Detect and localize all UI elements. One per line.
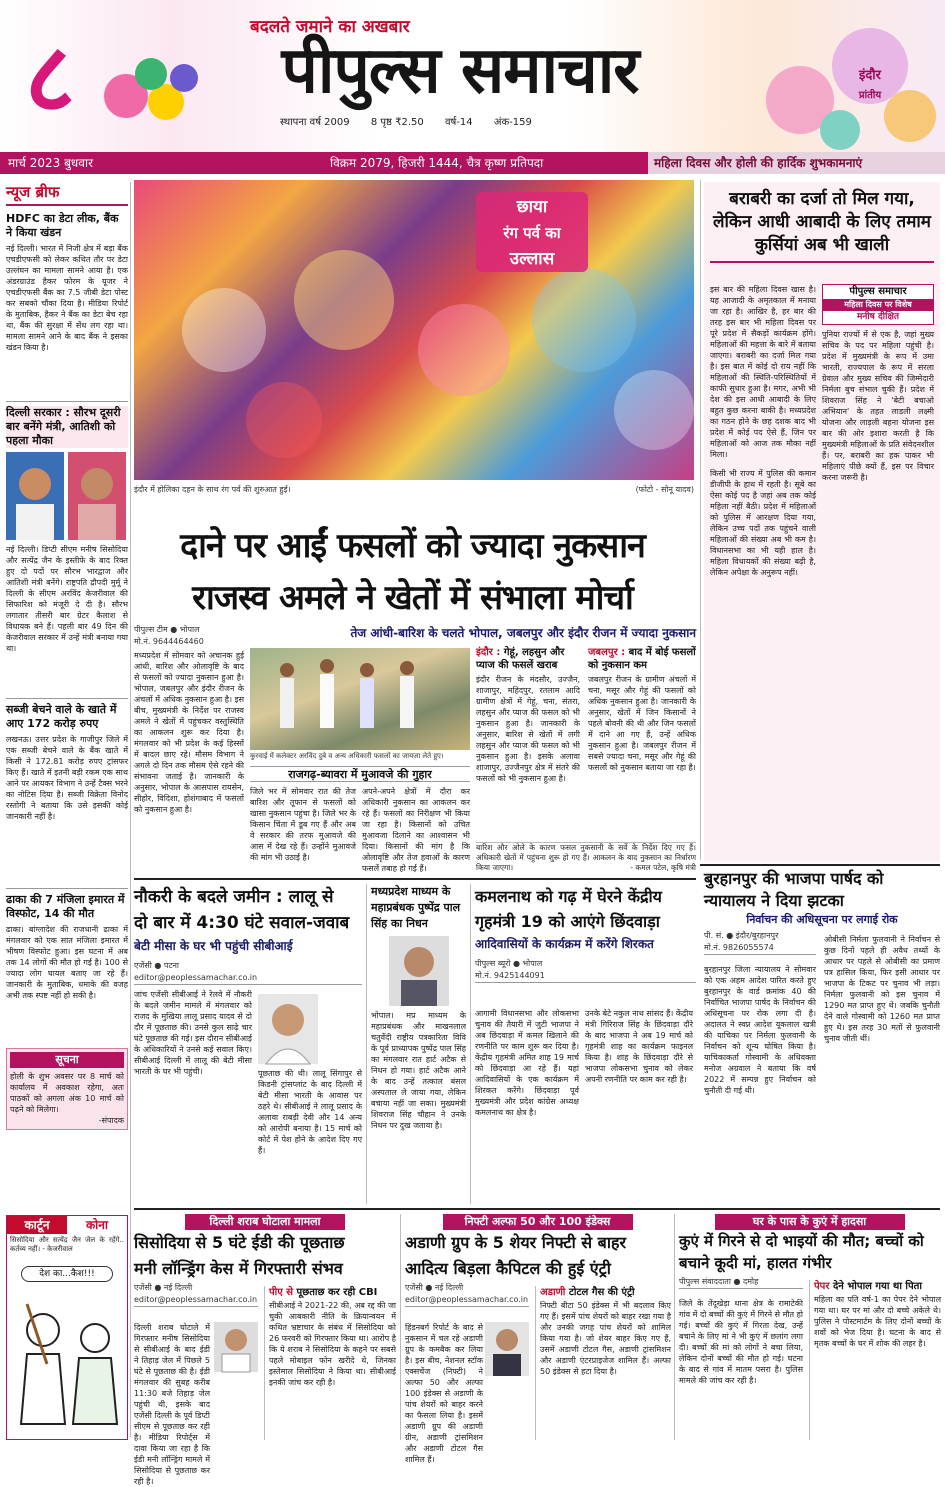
notice-sign: -संपादक <box>98 1116 124 1125</box>
side-headline: राजगढ़-ब्यावरा में मुआवजे की गुहार <box>250 766 470 782</box>
lead-byline-box <box>134 624 234 650</box>
divider <box>700 864 940 866</box>
editorial-body-3: पुनिया राज्यों में से एक है, जहां मुख्य सचिव के पद पर महिला पहुंची है। प्रदेश में मुख्यमंत्री के रूप में उमा भारती, राज्यपाल के रूप में सरला ग्रेवाल और मुख्य सचिव की जिम्मेदारी निर्मला बुच संभाल चुकी हैं। प्रदेश में शिवराज सिंह ने 'बेटी बचाओ अभियान' के तहत लाडली लक्ष्मी योजना और लाड़ली बहना योजना इस बार की ओर इशारा करती है कि मुख्यमंत्री महिलाओं के प्रति संवेदनशील हैं। पर, बराबरी का हक पाकर भी महिलाएं पीछे क्यों हैं, इस पर विचार करना जरूरी है। <box>822 330 934 482</box>
lalu-body: जांच एजेंसी सीबीआई ने रेलवे में नौकरी के बदले जमीन मामले में मंगलवार को राजद के मुखिया लालू प्रसाद यादव से दो दौर में पूछताछ की। उनसे कुल साढ़े चार घंटे पूछताछ की गई। इस दौरान सीबीआई के अधिकारियों ने उनसे कई सवाल किए। सीबीआई दिल्ली में लालू की बेटी मीसा भारती के घर भी पहुंची। <box>134 990 252 1076</box>
year-label: वर्ष-14 <box>444 117 473 128</box>
lead-byline: पीपुल्स टीम ● भोपाल <box>134 625 200 634</box>
obit-body: भोपाल। मप्र माध्यम के महाप्रबंधक और माखनलाल चतुर्वेदी राष्ट्रीय पत्रकारिता विवि के पूर्व प्राध्यापक पुष्पेंद्र पाल सिंह का मंगलवार रात हार्ट अटैक से निधन हो गया। हार्ट अटैक आने के बाद उन्हें तत्काल बंसल अस्पताल ले जाया गया, लेकिन बचाया नहीं जा सका। मुख्यमंत्री शिवराज सिंह चौहान ने उनके निधन पर दुख जताया है। <box>371 1011 466 1130</box>
well-side-body: महिला का पति वर्ष-1 का पेपर देने भोपाल गया था। घर पर मां और दो बच्चे अकेले थे। पुलिस ने पोस्टमार्टम के लिए दोनों बच्चों के शवों को भेज दिया है। घटना के बाद से मृतक बच्चों के घर में शोक की लहर है। <box>814 1295 941 1348</box>
editorial-author: मनीष दीक्षित <box>856 312 900 322</box>
indore-kicker: इंदौर : <box>476 647 501 658</box>
burhanpur-mobile: मो.नं. 9826055574 <box>704 942 816 955</box>
crop-inspection-photo <box>250 648 470 750</box>
jabalpur-body: जबलपुर रीजन के ग्रामीण अंचलों में चना, मसूर और गेहूं की फसलों को अधिक नुकसान हुआ है। जानकारी के अनुसार, खेतों में जिन किसानों ने पहले बोवनी की थी और जिन फसलों में दाने आ गए हैं, उन्हें अधिक नुकसान हुआ है। जबलपुर रीजन में सबसे ज्यादा चना, मसूर और गेहूं की फसलों को नुकसान बताया जा रहा है। <box>588 675 696 772</box>
burhanpur-body: बुरहानपुर जिला न्यायालय ने सोमवार को एक अहम आदेश पारित करते हुए बुरहानपुर के वार्ड क्रमांक 40 की निर्वाचित भाजपा पार्षद के निर्वाचन की अधिसूचना पर रोक लगा दी है। अदालत ने स्वप्न आदेश यूकलाल खत्री की याचिका पर निर्मला फुलवानी के निर्वाचन को शून्य घोषित किया है। याचिकाकर्ता गोस्वामी के अधिवक्ता मनोज अग्रवाल ने बताया कि वर्ष 2022 में सम्पन्न हुए निर्वाचन को चुनौती दी गई थी। <box>704 965 816 1095</box>
sisodia-side-head: पूछताछ कर रही CBI <box>296 1287 378 1298</box>
well-story <box>674 1214 940 1440</box>
jabalpur-head: बाद में बोई फसलों को नुकसान कम <box>588 647 696 671</box>
kamalnath-body: आगामी विधानसभा और लोकसभा चुनाव की तैयारी में जुटी भाजपा ने अब छिंदवाड़ा में कमल खिलाने की रणनीति पर काम शुरू कर दिया है। केंद्रीय गृहमंत्री अमित शाह 19 मार्च को छिंदवाड़ा आ रहे हैं। यहां आदिवासियों के एक कार्यक्रम में शिरकत करेंगे। छिंदवाड़ा पूर्व मुख्यमंत्री और प्रदेश कांग्रेस अध्यक्ष कमलनाथ का क्षेत्र है। <box>475 1009 579 1117</box>
cartoon-drawing <box>7 1284 127 1434</box>
burhanpur-subhead: निर्वाचन की अधिसूचना पर लगाई रोक <box>746 913 898 926</box>
date-bar <box>0 152 945 174</box>
holi-crowd-image <box>134 180 694 480</box>
indore-block <box>476 646 580 856</box>
editorial-col-1 <box>710 284 816 854</box>
sisodia-kicker: दिल्ली शराब घोटाला मामला <box>185 1214 345 1230</box>
cartoon-corner: कोना <box>85 1218 109 1232</box>
cartoon-title: कार्टून <box>7 1216 67 1234</box>
lead-headline-2: राजस्व अमले ने खेतों में संभाला मोर्चा <box>192 578 633 618</box>
brief-head-3: सब्जी बेचने वाले के खाते में आए 172 करोड़ रुपए <box>6 703 117 730</box>
well-body: जिले के तेंदूखेड़ा थाना क्षेत्र के रामाटेकी गांव में दो बच्चों की कुएं में गिरने से मौत हो गई। बच्चों की कुएं में गिरता देख, उन्हें बचाने के लिए मां ने भी कुएं में छलांग लगा दी। बच्चों की मां को लोगों ने बचा लिया, लेकिन दोनों बच्चों की मौत हो गई। घटना के बाद से गांव में मातम पसरा है। पुलिस मामले की जांच कर रही है। <box>679 1299 803 1385</box>
saurabh-photo <box>6 452 64 540</box>
adani-side-head: टोटल गैस की एंट्री <box>568 1287 635 1298</box>
kamalnath-subhead: आदिवासियों के कार्यक्रम में करेंगे शिरकत <box>475 937 654 951</box>
notice-title: सूचना <box>10 1052 124 1068</box>
newspaper-logo <box>180 34 740 108</box>
sisodia-photo <box>214 1322 258 1372</box>
pages-price: 8 पृष्ठ ₹2.50 <box>370 117 424 128</box>
divider <box>6 204 128 206</box>
gautam-adani-photo <box>485 1322 529 1376</box>
adani-byline: एजेंसी ● नई दिल्ली <box>405 1283 464 1292</box>
lalu-body-2: पूछताछ की थी। लालू सिंगापुर से किडनी ट्रांसप्लांट के बाद दिल्ली में बेटी मीसा भारती के आवास पर ठहरे थे। सीबीआई ने लालू प्रसाद के अलावा राबड़ी देवी और 14 अन्य को आरोपी बनाया है। 15 मार्च को कोर्ट में पेश होने के आदेश दिए गए हैं। <box>258 1069 362 1155</box>
cartoon-header <box>7 1216 127 1234</box>
sisodia-side-body: सीबीआई ने 2021-22 की, अब रद्द की जा चुकी आबकारी नीति के क्रियान्वयन में कथित भ्रष्टाचार के संबंध में सिसोदिया को 26 फरवरी को गिरफ्तार किया था। आरोप है कि ये शराब ने सिसोदिया के कहने पर सबसे पहले मोबाइल फोन खरीदे थे, जिनका इस्तेमाल सिसोदिया ने किया था। सीबीआई इनकी जांच कर रही है। <box>269 1301 396 1387</box>
minister-quote <box>476 842 696 872</box>
divider <box>134 878 696 880</box>
column-rule <box>700 180 701 860</box>
quote-text: बारिश और ओले के कारण फसल नुकसानी के सर्वे के निर्देश दिए गए हैं। अधिकारी खेतों में पहुंचना शुरू हो गए हैं। आकलन के बाद नुकसान का निर्धारण किया जाएगा। <box>476 843 696 872</box>
indore-body: इंदौर रीजन के मंदसौर, उज्जैन, शाजापुर, महिदपुर, रतलाम आदि ग्रामीण क्षेत्रों में गेहूं, चना, संतरा, लहसुन और प्याज की फसल को भी नुकसान हुआ है। जानकारी के अनुसार, बारिश से खेतों में लगी लहसुन और प्याज की फसल को भी नुकसान हुआ है। इसके अलावा शाजापुर, उज्जैनपुर क्षेत्र में संतरे की फसलों को भी नुकसान हुआ है। <box>476 675 580 783</box>
adani-story <box>400 1214 671 1464</box>
kamalnath-byline: पीपुल्स ब्यूरो ● भोपाल <box>475 959 543 968</box>
cartoon-box <box>6 1215 128 1440</box>
officials-in-field-image <box>250 648 470 750</box>
logo-text: पीपुल्स समाचार <box>281 33 639 108</box>
calendar-text: विक्रम 2079, हिजरी 1444, चैत्र कृष्ण प्रतिपदा <box>330 156 544 170</box>
brief-body-3: लखनऊ। उत्तर प्रदेश के गाजीपुर जिले में एक सब्जी बेचने वाले के बैंक खाते में किसी ने 172.81 करोड़ रुपए ट्रांसफर किए हैं। खाते में इतनी बड़ी रकम एक साथ आने पर आयकर विभाग ने उन्हें टैक्स भरने का नोटिस दिया है। सब्जी विक्रेता विनोद रस्तोगी ने बताया कि उसे इसकी कोई जानकारी नहीं है। <box>6 735 128 821</box>
brief-section-title: न्यूज ब्रीफ <box>6 183 60 201</box>
editorial-col-2 <box>822 284 934 854</box>
masthead-tagline: बदलते जमाने का अखबार <box>250 17 410 37</box>
adani-kicker: निफ्टी अल्फा 50 और 100 इंडेक्स <box>443 1214 633 1230</box>
badge-line-3: उल्लास <box>509 249 555 269</box>
side-body-2: अपने-अपने क्षेत्रों में दौरा कर अधिकारी नुकसान का आकलन कर रहे हैं। फसलों का निरीक्षण भी किया जा रहा है। किसानों को उचित मुआवजा दिलाने का आश्वासन भी दिया। किसानों की मांग है कि ओलावृष्टि और तेज हवाओं के कारण फसलें तबाह हो गई हैं। <box>362 787 470 873</box>
kamalnath-headline-2: गृहमंत्री 19 को आएंगे छिंदवाड़ा <box>475 912 660 931</box>
notice-body: होली के शुभ अवसर पर 8 मार्च को कार्यालय में अवकाश रहेगा, अतः पाठकों को अगला अंक 10 मार्च को पढ़ने को मिलेगा। <box>10 1072 124 1114</box>
established: स्थापना वर्ष 2009 <box>280 117 350 128</box>
badge-line-2: रंग पर्व का <box>503 224 561 242</box>
lalu-email: editor@peoplessamachar.co.in <box>134 972 362 985</box>
edition-label <box>840 66 900 114</box>
brief-body-1: नई दिल्ली। भारत में निजी क्षेत्र में बड़ा बैंक एचडीएफसी को लेकर कथित तौर पर डेटा उल्लंघन का मामला सामने आया है। एक अंडरग्राउंड हैकर फोरम के यूजर ने एचडीएफसी बैंक का 7.5 जीबी डेटा पोस्ट कर सबको चौंका दिया है। मीडिया रिपोर्ट के मुताबिक, हैकर ने बैंक का डेटा बेच रहा था, बैंक की सुरक्षा में सेंध लग रहा था। मामला सामने आने के बाद बैंक ने इसका खंडन किया है। <box>6 244 128 352</box>
editorial-body-2: किसी भी राज्य में पुलिस की कमान डीजीपी के हाथ में रहती है। सूबे का ऐसा कोई पद है जहां अब तक कोई महिला नहीं बैठी। प्रदेश में महिलाओं को पुलिस में आरक्षण दिया गया, लेकिन उच्च पदों तक पहुंचने वाली महिलाओं की संख्या अब भी कम है। विधानसभा का भी यही हाल है। महिला विधायकों की संख्या बढ़ी है, लेकिन अपेक्षा के अनुरूप नहीं। <box>710 469 816 577</box>
brief-body-4: ढाका। बांग्लादेश की राजधानी ढाका में मंगलवार को एक सात मंजिला इमारत में भीषण विस्फोट हुआ। इस घटना में अब तक 14 लोगों की मौत हो गई है। 100 से ज्यादा लोग घायल बताए जा रहे हैं। जानकारी के मुताबिक, धमाके की वजह अभी तक स्पष्ट नहीं हो सकी है। <box>6 925 128 1000</box>
editorial-headline: बराबरी का दर्जा तो मिल गया, लेकिन आधी आबादी के लिए तमाम कुर्सियां अब भी खाली <box>713 189 931 255</box>
lalu-subhead: बेटी मीसा के घर भी पहुंची सीबीआई <box>134 939 293 953</box>
indore-head: गेहूं, लहसुन और प्याज की फसलें खराब <box>476 647 565 671</box>
pushpendra-pal-singh-photo <box>389 936 449 1006</box>
well-headline: कुएं में गिरने से दो भाइयों की मौत; बच्चों को बचाने कूदी मां, हालत गंभीर <box>679 1232 924 1272</box>
burhanpur-byline: पी. सं. ● इंदौर/बुरहानपुर <box>704 931 779 940</box>
divider <box>710 261 934 263</box>
editorial-box <box>704 182 940 862</box>
brief-head-4: ढाका की 7 मंजिला इमारत में विस्फोट, 14 की मौत <box>6 893 125 920</box>
lalu-photo <box>258 994 318 1064</box>
adani-side-body: निफ्टी बीटा 50 इंडेक्स में भी बदलाव किए गए हैं। इसमें पांच शेयरों को बाहर रखा गया है और उनकी जगह पांच शेयरों को शामिल किया गया है। जो शेयर बाहर किए गए हैं, उसमें अडाणी टोटल गैस, अडाणी ट्रांसमिशन और अडाणी एंटरप्राइजेज शामिल हैं। अल्फा 50 इंडेक्स से हटा दिया है। <box>540 1301 671 1376</box>
kamalnath-body-2: उनके बेटे नकुल नाथ सांसद हैं। केंद्रीय मंत्री गिरिराज सिंह के छिंदवाड़ा दौरे के बाद भाजपा ने अब 19 मार्च को गृहमंत्री शाह का कार्यक्रम फाइनल किया है। शाह के छिंदवाड़ा दौरे से भाजपा लोकसभा चुनाव को लेकर अपनी रणनीति पर काम कर रही है। <box>585 1009 693 1084</box>
badge-line-1: छाया <box>516 197 548 217</box>
photo-badge <box>476 192 588 272</box>
brief-head-2: दिल्ली सरकार : सौरभ दूसरी बार बनेंगे मंत्री, आतिशी को पहला मौका <box>6 406 128 448</box>
cartoon-caption: सिसोदिया और सत्येंद्र जैन जेल के रहेंगे.. कर्तव्य नहीं। - केजरीवाल <box>10 1236 124 1253</box>
sisodia-side-kicker: पीए से <box>269 1287 294 1298</box>
photo-caption: इंदौर में होलिका दहन के साथ रंग पर्व की शुरुआत हुई। <box>134 485 291 494</box>
sisodia-headline-2: मनी लॉन्ड्रिंग केस में गिरफ्तारी संभव <box>134 1259 343 1278</box>
sisodia-headline-1: सिसोदिया से 5 घंटे ईडी की पूछताछ <box>134 1233 345 1252</box>
greeting-text: महिला दिवस और होली की हार्दिक शुभकामनाएं <box>648 152 945 174</box>
brief-head-1: HDFC का डेटा लीक, बैंक ने किया खंडन <box>6 212 119 239</box>
jabalpur-block <box>588 646 696 856</box>
edition-city: इंदौर <box>859 68 881 83</box>
lead-headline <box>130 520 695 624</box>
sisodia-story <box>134 1214 396 1486</box>
adani-email: editor@peoplessamachar.co.in <box>405 1294 529 1307</box>
lead-mobile: मो.नं. 9644464460 <box>134 637 204 646</box>
cartoon-speech: देश का...कैश!!! <box>21 1266 113 1282</box>
minister-photos <box>6 452 128 540</box>
lalu-story <box>134 884 362 1204</box>
column-rule <box>130 182 131 1437</box>
sisodia-side <box>264 1286 396 1440</box>
notice-box <box>6 1048 128 1130</box>
editorial-tag-box <box>822 284 934 325</box>
sisodia-email: editor@peoplessamachar.co.in <box>134 1294 258 1307</box>
editorial-tag: महिला दिवस पर विशेष <box>823 299 933 311</box>
issue-date-numeral: ८ <box>25 22 75 134</box>
well-byline: पीपुल्स संवाददाता ● दमोह <box>679 1276 803 1289</box>
atishi-photo <box>68 452 126 540</box>
burhanpur-headline: बुरहानपुर की भाजपा पार्षद को न्यायालय ने दिया झटका <box>704 869 884 910</box>
well-side-kicker: पेपर <box>814 1281 830 1292</box>
well-kicker: घर के पास के कुएं में हादसा <box>715 1214 905 1230</box>
lead-body: मध्यप्रदेश में सोमवार को अचानक हुई आंधी, बारिश और ओलावृष्टि के बाद से फसलों को ज्यादा नुकसान हुआ है। भोपाल, जबलपुर और इंदौर रीजन के अंचलों में अधिक नुकसान हुआ है। इस बीच, मुख्यमंत्री के निर्देश पर राजस्व अमले ने खेतों में पहुंचकर वस्तुस्थिति का आकलन शुरू कर दिया है। मंगलवार को भी प्रदेश के कई हिस्सों में बादल छाए रहे। मौसम विभाग ने अगले दो दिन तक मौसम ऐसे रहने की संभावना जताई है। जानकारी के अनुसार, भोपाल के आसपास रायसेन, सीहोर, विदिशा, होशंगाबाद में फसलों को नुकसान हुआ है। <box>134 651 244 814</box>
divider <box>6 888 128 889</box>
crop-photo-caption: कुरवाई में कलेक्टर अरविंद दुबे व अन्य अधिकारी फसलों का जायजा लेते हुए। <box>250 752 444 760</box>
obit-headline: मध्यप्रदेश माध्यम के महाप्रबंधक पुष्पेंद्र पाल सिंह का निधन <box>371 885 461 930</box>
kamalnath-mobile: मो.नं. 9425144091 <box>475 970 696 983</box>
well-side <box>809 1280 941 1440</box>
editorial-body-1: इस बार की महिला दिवस खास है। यह आजादी के अमृतकाल में मनाया जा रहा है। आखिर है, हर बार की तरह इस बार भी महिला दिवस पर पूरे प्रदेश में सैकड़ों कार्यक्रम होंगे। महिलाओं की महत्ता के बारे में बताया जाएगा। बराबरी का दर्जा मिल गया है। इस बात में कोई दो राय नहीं कि महिलाओं की स्थिति-परिस्थितियों में काफी सुधार हुआ है। मगर, अभी भी देश की इस आधी आबादी के लिए बहुत कुछ करना बाकी है। मध्यप्रदेश का गठन होने के छह दशक बाद भी प्रदेश में कोई पद ऐसे हैं, जिन पर महिलाओं को आज तक मौका नहीं मिला। <box>710 285 816 459</box>
adani-side-kicker: अडाणी <box>540 1287 566 1298</box>
date-text: मार्च 2023 बुधवार <box>8 156 93 170</box>
sisodia-byline: एजेंसी ● नई दिल्ली <box>134 1283 193 1292</box>
quote-by: - कमल पटेल, कृषि मंत्री <box>630 863 696 872</box>
news-brief-column <box>6 182 128 1207</box>
obituary-story <box>366 884 466 1204</box>
sisodia-body: दिल्ली शराब घोटाले में गिरफ्तार मनीष सिसोदिया से सीबीआई के बाद ईडी ने तिहाड़ जेल में पिछले 5 घंटे से पूछताछ की है। ईडी मंगलवार की सुबह करीब 11:30 बजे तिहाड़ जेल पहुंची थी, इसके बाद एजेंसी दिल्ली के पूर्व डिप्टी सीएम से पूछताछ कर रही है। मीडिया रिपोर्ट्स में दावा किया जा रहा है कि ईडी मनी लॉन्ड्रिंग मामले में सिसोदिया से पूछताछ कर रही है। <box>134 1323 210 1486</box>
holi-lead-photo <box>134 180 694 480</box>
divider <box>134 1208 940 1210</box>
divider <box>6 698 128 699</box>
adani-headline-2: आदित्य बिड़ला कैपिटल की हुई एंट्री <box>405 1259 611 1278</box>
kamalnath-story <box>470 884 696 1204</box>
brief-body-2: नई दिल्ली। डिप्टी सीएम मनीष सिसोदिया और सत्येंद्र जैन के इस्तीफे के बाद रिक्त हुए दो पदों पर सौरभ भारद्वाज और आतिशी मंत्री बनेंगे। राष्ट्रपति द्रौपदी मुर्मू ने दिल्ली के सीएम अरविंद केजरीवाल की सिफारिश को मंजूरी दे दी है। सौरभ लगातार तीसरी बार ग्रेटर कैलाश से विधायक बने हैं। पहली बार 49 दिन की केजरीवाल सरकार में उन्हें मंत्री बनाया गया था। <box>6 545 128 653</box>
burhanpur-body-2: ओबीसी निर्मला फुलवानी ने निर्वाचन से कुछ दिनों पहले ही अवैध तथ्यों के आधार पर पहले से ओबीसी का प्रमाण पत्र हासिल किया, फिर इसी आधार पर भाजपा के टिकट पर चुनाव भी लड़ा। निर्मला फुलवानी को इस चुनाव में 1290 मत प्राप्त हुए थे। जबकि चुनौती देने वाले गोस्वामी को 1260 मत प्राप्त हुए थे। इस तरह 30 मतों से फुलवानी चुनाव जीती थीं। <box>824 935 940 1043</box>
adani-headline-1: अडाणी ग्रुप के 5 शेयर निफ्टी से बाहर <box>405 1233 627 1252</box>
well-side-head: देने भोपाल गया था पिता <box>832 1281 922 1292</box>
lalu-headline-2: दो बार में 4:30 घंटे सवाल-जवाब <box>134 913 350 933</box>
lead-headline-1: दाने पर आईं फसलों को ज्यादा नुकसान <box>180 526 645 566</box>
issue-label: अंक-159 <box>493 117 532 128</box>
lalu-byline: एजेंसी ● पटना <box>134 961 179 970</box>
burhanpur-story <box>704 868 940 1204</box>
photo-credit: (फोटो - सोनू यादव) <box>635 485 694 494</box>
jabalpur-kicker: जबलपुर : <box>588 647 626 658</box>
divider <box>6 401 128 402</box>
kamalnath-headline-1: कमलनाथ को गढ़ में घेरने केंद्रीय <box>475 887 662 906</box>
adani-side <box>535 1286 671 1440</box>
lead-subhead: तेज आंधी-बारिश के चलते भोपाल, जबलपुर और इंदौर रीजन में ज्यादा नुकसान <box>350 626 696 640</box>
masthead-meta <box>280 114 700 134</box>
editorial-logo: पीपुल्स समाचार <box>849 286 907 297</box>
adani-body: हिंडनबर्ग रिपोर्ट के बाद से नुकसान में चल रहे अडाणी ग्रुप के कमबैक कर लिया है। इस बीच, नेशनल स्टॉक एक्सचेंज (निफ्टी) ने अल्फा 50 और अल्फा 100 इंडेक्स से अडाणी के पांच शेयरों को बाहर करने का फैसला लिया है। इसमें अडाणी ग्रुप की अडाणी ग्रीन, अडाणी ट्रांसमिशन और अडाणी टोटल गैस शामिल हैं। <box>405 1323 483 1464</box>
lalu-headline-1: नौकरी के बदले जमीन : लालू से <box>134 887 334 907</box>
edition-sub: प्रांतीय <box>858 90 882 101</box>
side-body-1: जिले भर में सोमवार रात की तेज बारिश और तूफान से फसलों को खासा नुकसान पहुंचा है। जिले भर के किसान चिंता में डूब गए हैं और अब वे सरकार की तरफ मुआवजे की आस में देख रहे हैं। उन्होंने मुआवजे की मांग भी उठाई है। <box>250 787 356 862</box>
